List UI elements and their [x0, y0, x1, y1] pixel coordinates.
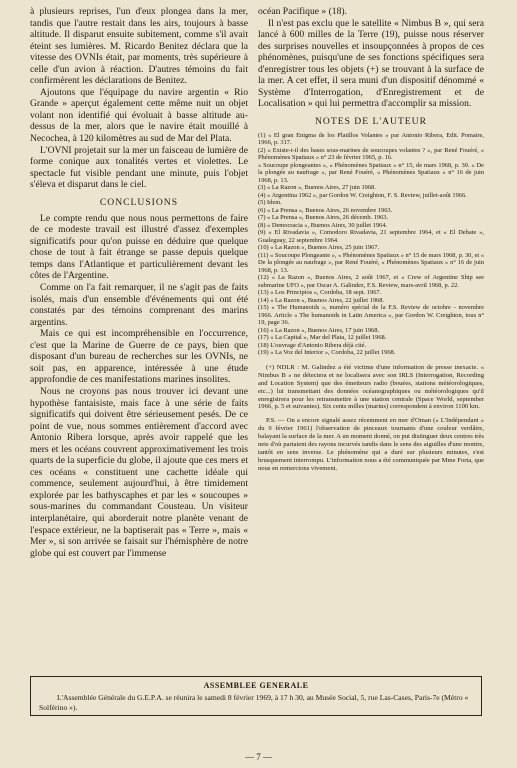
general-assembly-text: L'Assemblée Générale du G.E.P.A. se réunira le samedi 8 février 1969, à 17 h 30, au Musée Social, 5, rue Las-Cases, Paris-7e (Métro « Solférino »). [39, 693, 469, 712]
notes-heading: NOTES DE L'AUTEUR [315, 115, 427, 127]
notes-list [258, 132, 484, 357]
note-item: (10) « La Razon », Buenos Aires, 25 juin 1967. [258, 244, 380, 252]
note-item: (9) « El Rivadavia », Comodoro Rivadavia, 21 septembre 1964, et « El Debate », Gualeguay, 22 septembre 1964. [258, 229, 484, 244]
note-item: (11) « Soucoupe Plongeante », « Phénomènes Spatiaux » n° 15 de mars 1968, p. 30, et « De la plongée au naufrage », par René Fouéré, « Phénomènes Spatiaux » n° 16 de juin 1968, p. 13. [258, 251, 484, 274]
conclusion-paragraph-3: Mais ce qui est incompréhensible en l'occurrence, c'est que la Marine de Guerre de ce pays, bien que disposant d'un bureau de recherches sur les OVNIs, ne soit pas, en apparence, intéressée à une étude approfondie de ces manifestations marines insolites. [30, 328, 248, 386]
left-paragraph-2: Ajoutons que l'équipage du navire argentin « Rio Grande » aperçut également cette même nuit un objet volant non identifié qui évoluait à basse altitude au-dessus de la mer, alors que le navire était mouillé à Necochea, à 120 kilomètres au sud de Mar del Plata. [30, 86, 248, 145]
page-number: — 7 — [245, 752, 272, 762]
note-item: (12) « La Razon », Buenos Aires, 2 août 1967, et « Crew of Argentine Ship see submarine UFO », par Oscar A. Galindez, F.S. Review, mars-avril 1968, p. 22. [258, 274, 484, 289]
general-assembly-box [30, 676, 482, 716]
note-item: (18) L'ouvrage d'Antonio Ribera déjà cité. [258, 341, 367, 349]
note-item: (6) « La Prensa », Buenos Aires, 26 novembre 1963. [258, 206, 393, 214]
note-item: (7) « La Prensa », Buenos Aires, 26 décemb. 1963. [258, 214, 389, 222]
left-paragraph-1: à plusieurs reprises, l'un d'eux plongea dans la mer, tandis que l'autre restait dans les airs, toujours à basse altitude. Il disparut ensuite subitement, comme s'il avait éteint ses lumières. M. Ricardo Benitez déclara que la vitesse des OVNIs était, par moments, très supérieure à celle d'un avion à réaction. D'autres témoins du fait confirmèrent les déclarations de Benitez. [30, 6, 248, 87]
note-item: (4) « Argentina 1962 », par Gordon W. Creighton, F. S. Review, juillet-août 1966. [258, 191, 467, 199]
right-column [258, 6, 484, 473]
general-assembly-title: ASSEMBLEE GENERALE [203, 681, 309, 690]
conclusion-paragraph-2: Comme on l'a fait remarquer, il ne s'agit pas de faits isolés, mais d'un ensemble d'événements qui ont été constatés par des témoins comprenant des marins argentins. [30, 282, 248, 328]
left-paragraph-3: L'OVNI projetait sur la mer un faisceau de lumière de forme conique aux tonalités vertes et violettes. Le spectacle fut visible pendant une minute, puis l'objet s'éleva et disparut dans le ciel. [30, 144, 248, 191]
note-item: (19) « La Voz del Interior », Cordoba, 22 juillet 1968. [258, 349, 396, 357]
note-item: (3) « La Razon », Buenos Aires, 27 juin 1968. [258, 184, 376, 192]
note-item: « Soucoupe plongeantes », « Phénomènes Spatiaux » n° 15, de mars 1968, p. 30. « De la plongée au naufrage », par René Fouéré, « Phénomènes Spatiaux » n° 16 de juin 1968, p. 13. [258, 161, 484, 184]
conclusions-heading: CONCLUSIONS [99, 196, 179, 208]
note-item: (2) « Existe-t-il des bases sous-marines de soucoupes volantes ? », par René Fouéré, « Phénomènes Spatiaux » n° 23 de février 1965, p. 16. [258, 146, 484, 162]
note-item: (16) « La Razon », Buenos Aires, 17 juin 1968. [258, 326, 380, 334]
right-paragraph-2: Il n'est pas exclu que le satellite « Nimbus B », qui sera lancé à 600 milles de la Terre (19), puisse nous réserver des surprises nouvelles et insoupçonnées à propos de ces phénomènes, puisqu'une de ses fonctions spécifiques sera d'enregistrer tous les objets (+) se trouvant à la surface de la mer. A cet effet, il sera muni d'un dispositif dénommé « Système d'Interrogation, d'Enregistrement et de Localisation » qui lui permettra d'accomplir sa mission. [258, 17, 484, 110]
ndlr-note: (+) NDLR : M. Galindez a été victime d'une information de presse inexacte. « Nimbus B » ne détectera et ne localisera avec son IRLS (Interrogation, Recording and Location System) que des émetteurs radio (bouées, stations météorologiques, etc...) lui transmettant des données océanographiques ou météorologiques qu'il enregistrera pour les retransmettre à une station centrale (Space World, september 1966, p. 5 et suivantes). Six cents milles (marins) correspondent à environ 1100 km. [258, 363, 484, 411]
note-item: (14) « La Razon », Buenos Aires, 22 juillet 1968. [258, 296, 385, 304]
postscript-note: P.S. — On a encore signalé assez récemment en mer d'Oman (« L'Indépendant » du 9 février 1961) l'observation de pinceaux tournants d'une couleur verdâtre, balayant la surface de la mer. A un moment donné, on put distinguer deux centres très nets d'où partaient des rayons incurvés tandis dans le sens des aiguilles d'une montre, tantôt en sens inverse. Le phénomène qui a duré sur plusieurs minutes, s'est brusquement interrompu. L'information nous a été communiquée par Mme Forta, que nous en remercions vivement. [258, 417, 484, 472]
note-item: (1) « El gran Enigma de los Platillos Volantes » par Antonio Ribera, Edit. Pomaire, 1966, p. 317. [258, 131, 484, 147]
left-column [30, 6, 248, 559]
note-item: (5) Idem. [258, 199, 282, 207]
note-item: (15) « The Humanoids », numéro spécial de la F.S. Review de octobre - novembre 1966. Article « The humanoids in Latin America », par Gordon W. Creighton, tous n° 19, page 36. [258, 304, 484, 327]
conclusion-paragraph-1: Le compte rendu que nous nous permettons de faire de ce modeste travail est illustré d'assez d'exemples significatifs pour qu'on puisse en déduire que quelque chose de tout à fait étrange se passe depuis quelque temps dans l'Atlantique et particulièrement devant les côtes de l'Argentine. [30, 212, 248, 282]
note-item: (13) « Los Principios », Cordoba, 18 sept. 1967. [258, 289, 382, 297]
note-item: (8) « Democracia », Buenos Aires, 30 juillet 1964. [258, 221, 388, 229]
right-paragraph-1: océan Pacifique » (18). [258, 6, 347, 17]
conclusion-paragraph-4: Nous ne croyons pas nous trouver ici devant une hypothèse fantaisiste, mais face à une série de faits significatifs qui doivent être sérieusement pesés. De ce point de vue, nous sommes entièrement d'accord avec Antonio Ribera lorsque, après avoir rappelé que les mers et les océans couvrent approximativement les trois quarts de la superficie du globe, il ajoute que ces mers et ces océans « constituent une cachette idéale qui commence, seulement aujourd'hui, à être timidement explorée par les bathyscaphes et par les « soucoupes » sous-marines du commandant Cousteau. Un visiteur interplanétaire, qui aborderait notre planète venant de l'espace extérieur, ne la baptiserait pas « Terre », mais « Mer », si son arrivée se faisait sur l'hémisphère de notre globe qui est couvert par l'immense [30, 385, 248, 559]
note-item: (17) « La Capital », Mar del Plata, 12 juillet 1968. [258, 334, 387, 342]
